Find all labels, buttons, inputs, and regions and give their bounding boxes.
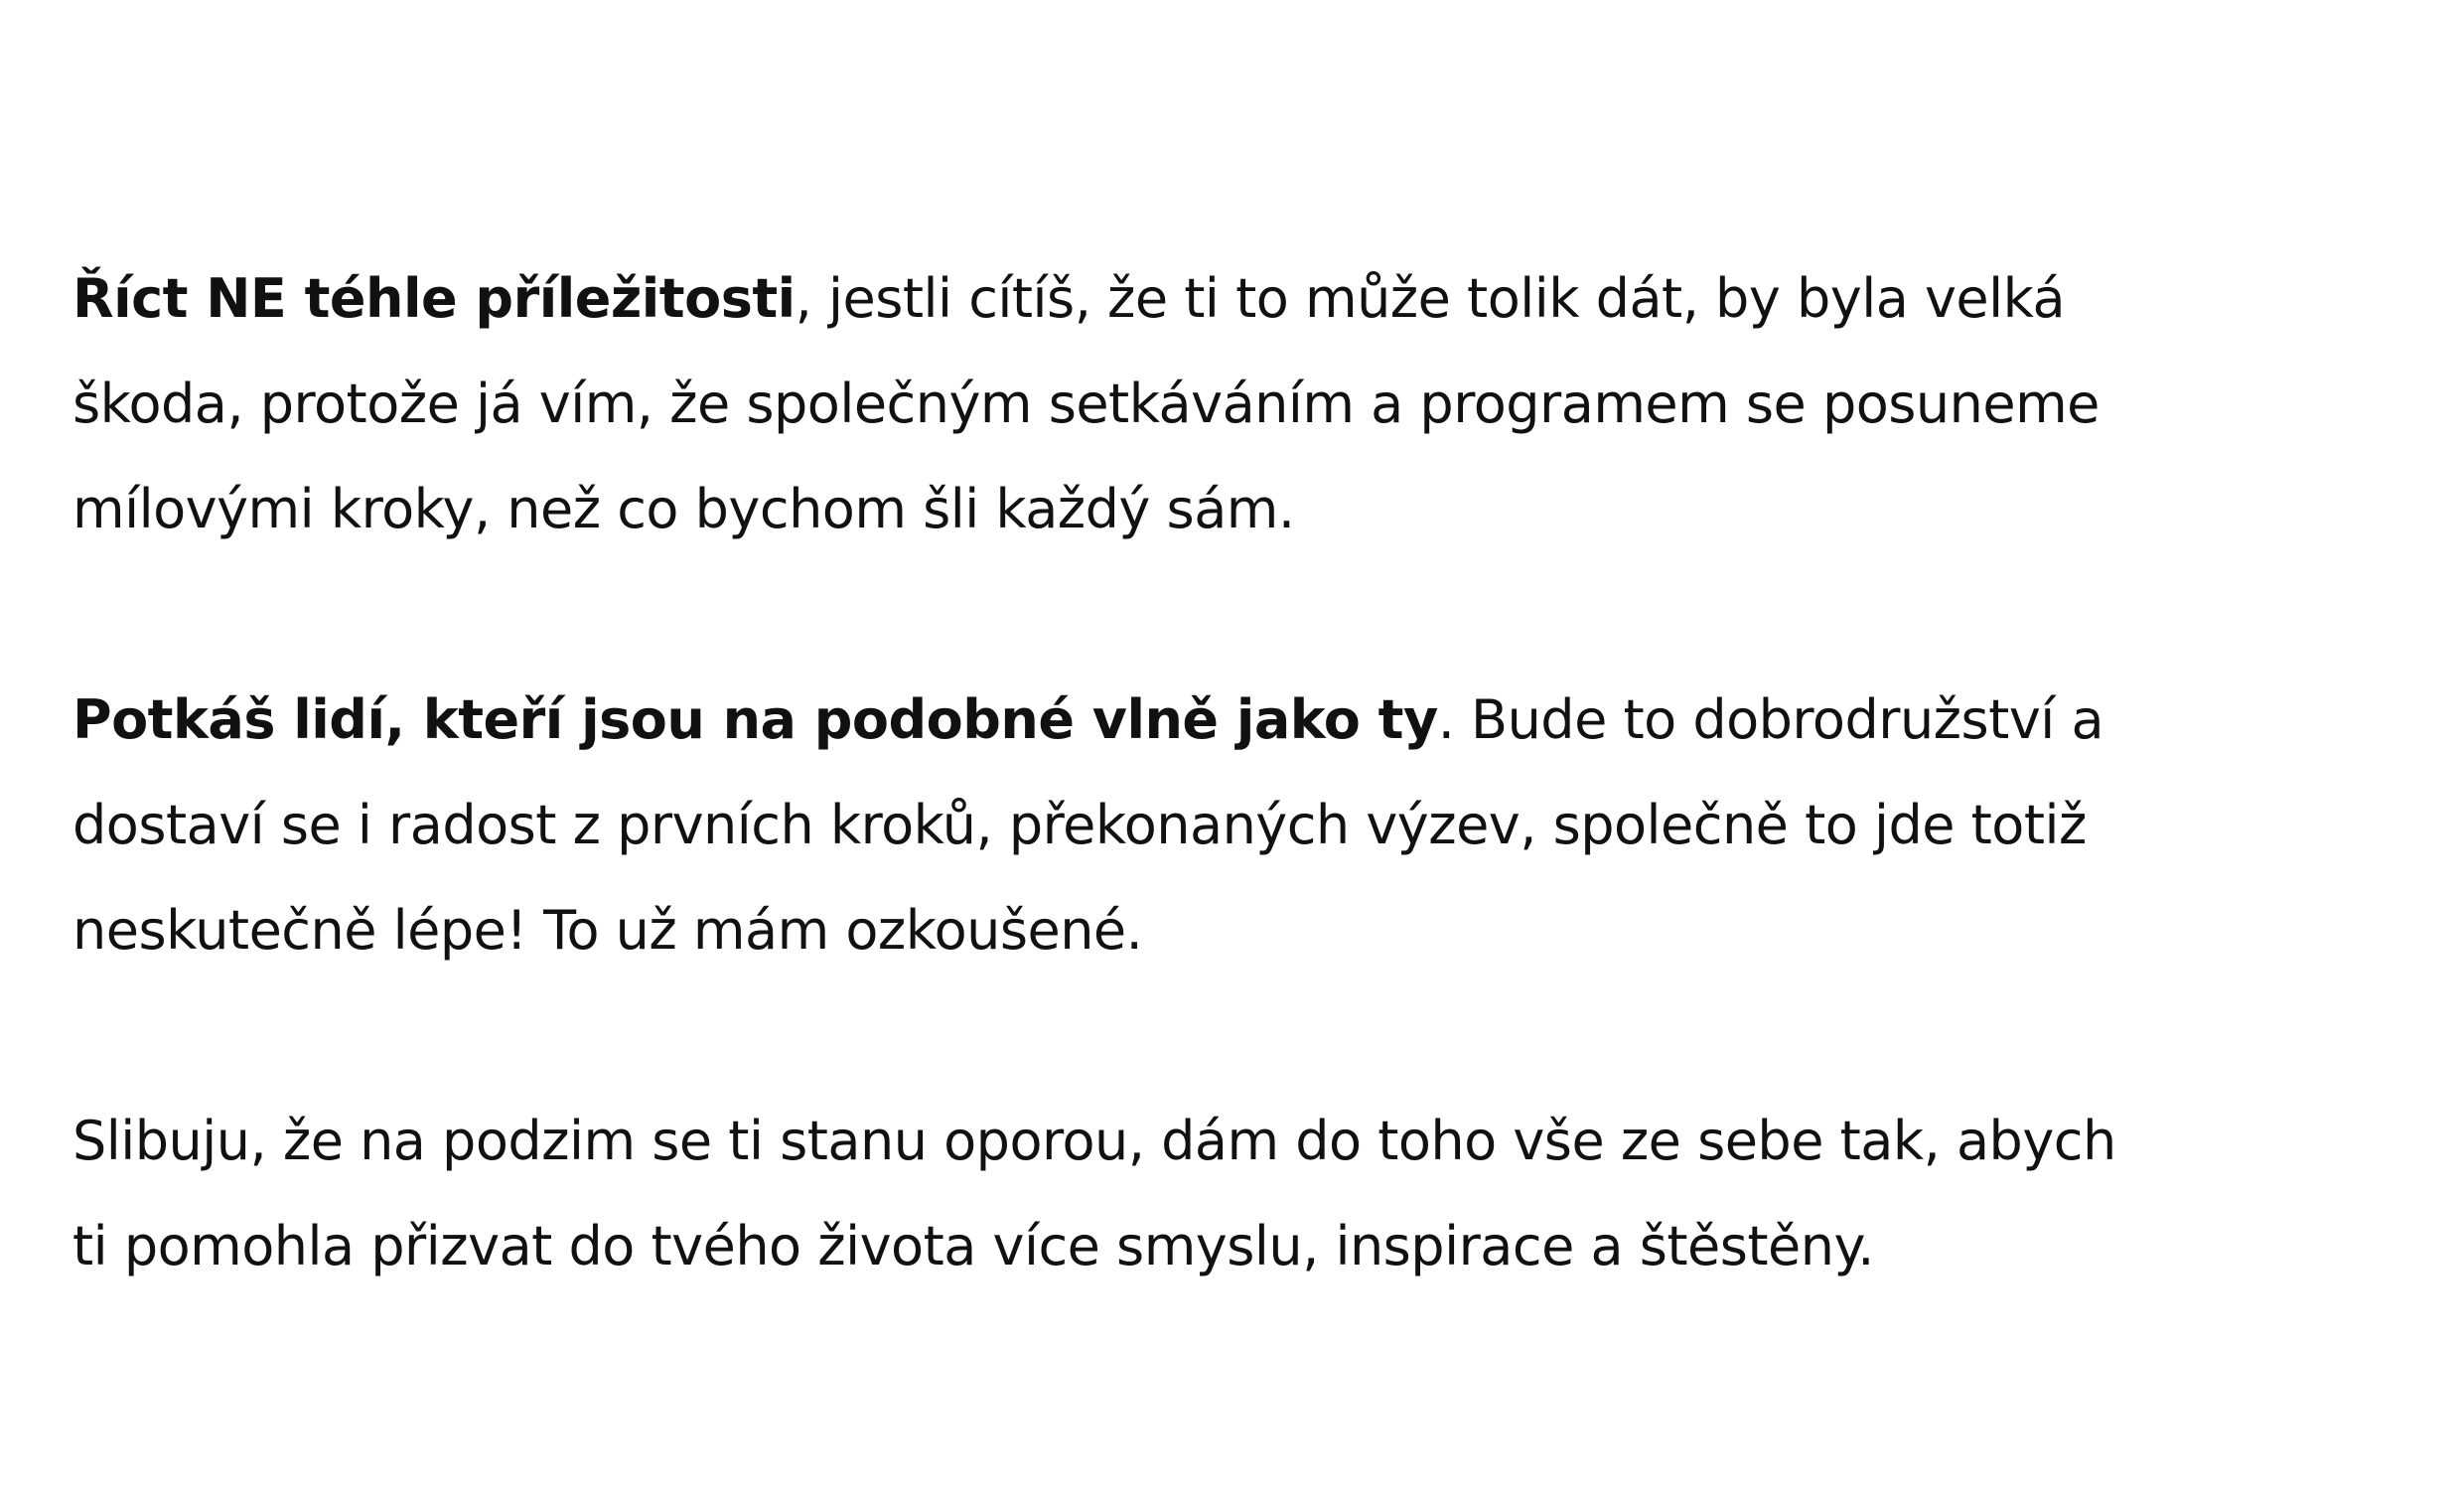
line-text: Slibuju, že na podzim se ti stanu oporou, dám do toho vše ze sebe tak, abych bbox=[72, 1110, 2116, 1172]
document-body bbox=[72, 246, 2416, 1405]
text-line bbox=[72, 1194, 2416, 1299]
bold-phrase: Potkáš lidí, kteří jsou na podobné vlně jako ty bbox=[72, 688, 1438, 751]
text-line bbox=[72, 1089, 2416, 1194]
line-text: mílovými kroky, než co bychom šli každý sám. bbox=[72, 478, 1295, 540]
line-text: . Bude to dobrodružství a bbox=[1437, 688, 2104, 751]
text-line bbox=[72, 773, 2416, 878]
text-line bbox=[72, 878, 2416, 983]
line-text: dostaví se i radost z prvních kroků, překonaných výzev, společně to jde totiž bbox=[72, 794, 2087, 856]
line-text: , jestli cítíš, že ti to může tolik dát, by byla velká bbox=[795, 267, 2066, 330]
bold-phrase: Říct NE téhle příležitosti bbox=[72, 267, 796, 330]
text-line bbox=[72, 352, 2416, 457]
paragraph-people bbox=[72, 668, 2416, 983]
paragraph-promise bbox=[72, 1089, 2416, 1299]
line-text: škoda, protože já vím, že společným setkáváním a programem se posuneme bbox=[72, 373, 2100, 435]
text-line bbox=[72, 668, 2416, 773]
line-text: neskutečně lépe! To už mám ozkoušené. bbox=[72, 899, 1143, 962]
text-line bbox=[72, 246, 2416, 352]
line-text: ti pomohla přizvat do tvého života více smyslu, inspirace a štěstěny. bbox=[72, 1215, 1874, 1277]
text-line bbox=[72, 457, 2416, 562]
paragraph-opportunity bbox=[72, 246, 2416, 562]
